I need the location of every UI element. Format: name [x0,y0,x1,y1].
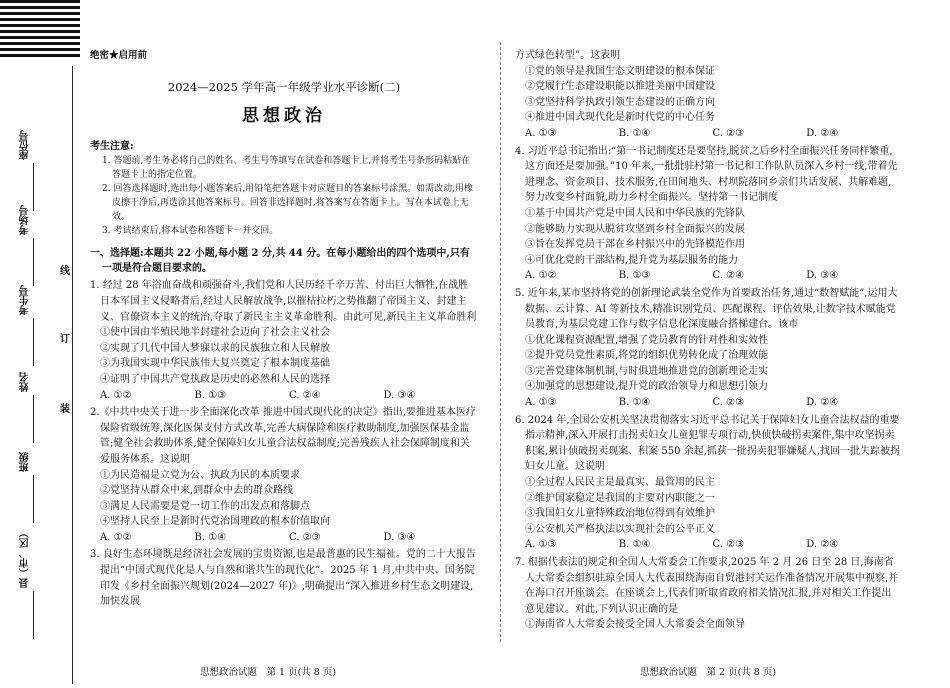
answer-choices [515,126,900,142]
notice-item: 1. 答题前,考生务必将自己的姓名、考生号等填写在试卷和答题卡上,并将考生号条形码粘贴在答题卡上的指定位置。 [102,156,471,181]
notice-heading: 考生注意: [90,140,134,152]
page-1-column [90,48,478,610]
exam-room-field[interactable]: 考场号 [18,205,48,286]
question-4-stem: 4. 习近平总书记指出:“第一书记制度还是要坚持,脱贫之后乡村全面振兴任务同样繁重,这方面还是要加强。”10 年来,一批批驻村第一书记和工作队队员深入乡村一线,带着先进理念、资金项目、技术服务,在田间地头、村坝院落同乡亲们共话发展、共解难题,努力改变乡村面貌,助力乡村全面振兴。坚持第一书记制度 [515,145,898,204]
question-6-stem: 6. 2024 年,全国公安机关坚决贯彻落实习近平总书记关于保障妇女儿童合法权益的重要指示精神,深入开展打击拐卖妇女儿童犯罪专项行动,快侦快破拐卖案件,集中攻坚拐卖积案,累计侦破拐卖现案、积案 550 余起,抓获一批拐卖犯罪嫌疑人,找回一批失踪被拐妇女儿童。这说明 [515,414,900,473]
choice-c[interactable]: C. ②④ [289,389,321,401]
choice-d[interactable]: D. ②④ [806,397,839,409]
choice-c[interactable]: C. ②③ [289,531,321,543]
question-option: ③我国妇女儿童特殊政治地位得到有效维护 [525,508,715,520]
choice-b[interactable]: B. ①④ [194,531,227,543]
question-option: ②党坚持从群众中来,到群众中去的群众路线 [100,485,294,497]
question-option: ④推进中国式现代化是新时代党的中心任务 [525,112,715,124]
candidate-number-field[interactable]: 考生号 [18,285,48,366]
question-option: ④公安机关严格执法以实现社会的公平正义 [525,523,715,535]
answer-choices [515,395,900,411]
question-option: ①优化课程资源配置,增强了党员教育的针对性和实效性 [525,334,769,346]
subject-title: 思想政治 [242,106,326,127]
question-option: ④坚持人民至上是新时代党治国理政的根本价值取向 [100,516,330,528]
choice-b[interactable]: B. ①④ [618,539,651,551]
binding-mark-staple: 订 [60,334,70,345]
choice-b[interactable]: B. ①④ [618,127,651,139]
choice-d[interactable]: D. ②④ [806,127,839,139]
question-option: ③完善党建体制机制,与时俱进地推进党的创新理论走实 [525,365,769,377]
notice-item: 3. 考试结束后,将本试卷和答题卡一并交回。 [102,226,279,237]
question-option: ②能够助力实现从脱贫攻坚到乡村全面振兴的发展 [525,223,745,235]
seat-number-field[interactable]: 座位号 [18,130,48,211]
county-field[interactable]: 县（市、区） [18,528,48,639]
choice-a[interactable]: A. ①② [100,389,132,401]
choice-d[interactable]: D. ③④ [383,531,416,543]
binding-line [72,66,73,684]
answer-choices [515,268,900,284]
choice-b[interactable]: B. ①③ [194,389,227,401]
page-2-footer: 思想政治试题 第 2 页(共 8 页) [640,667,777,678]
class-field[interactable]: 班级 [18,452,48,523]
question-option: ①基于中国共产党是中国人民和中华民族的先锋队 [525,207,745,219]
column-divider [500,42,502,642]
choice-c[interactable]: C. ②③ [712,397,745,409]
question-option: ④加强党的思想建设,提升党的政治领导力和思想引领力 [525,381,769,393]
question-option: ③党坚持科学执政引领生态建设的正确方向 [525,96,715,108]
section-heading: 一、选择题:本题共 22 小题,每小题 2 分,共 44 分。在每小题给出的四个选项中,只有一项是符合题目要求的。 [90,248,470,275]
page-2-column [515,48,900,633]
exam-title: 2024—2025 学年高一年级学业水平诊断(二) [167,79,401,94]
question-option: ④证明了中国共产党执政是历史的必然和人民的选择 [100,373,330,385]
question-option: ②党履行生态建设职能以推进美丽中国建设 [525,81,715,93]
question-option: ③旨在发挥党员干部在乡村振兴中的先锋模范作用 [525,239,745,251]
question-option: ③为我国实现中华民族伟大复兴奠定了根本制度基础 [100,358,330,370]
question-option: ②提升党员党性素质,将党的组织优势转化成了治理效能 [525,350,769,362]
question-3-stem: 3. 良好生态环境既是经济社会发展的宝贵资源,也是最普惠的民生福祉。党的二十大报告提出“中国式现代化是人与自然和谐共生的现代化”。2025 年 1 月,中共中央、国务院印发《乡村全面振兴规划(2024—2027 年)》,明确提出“深入推进乡村生态文明建设,加快发展 [90,549,476,608]
question-option: ②维护国家稳定是我国的主要对内职能之一 [525,492,715,504]
question-5-stem: 5. 近年来,某市坚持将党的创新理论武装全党作为首要政治任务,通过“数智赋能”,运用大数据、云计算、AI 等新技术,精准识别党员、匹配课程、评估效果,让数字技术赋能党员教育,为基层党建工作与数字信息化深度融合搭梯建台。该市 [515,287,898,331]
choice-b[interactable]: B. ①④ [618,397,651,409]
page-1-footer: 思想政治试题 第 1 页(共 8 页) [200,667,337,678]
binding-mark-bind: 装 [60,404,70,415]
choice-d[interactable]: D. ③④ [806,270,839,282]
question-1-stem: 1. 经过 28 年浴血奋战和顽强奋斗,我们党和人民历经千辛万苦、付出巨大牺牲,在战胜日本军国主义侵略者后,经过人民解放战争,以摧枯拉朽之势推翻了帝国主义、封建主义、官僚资本主义的统治,夺取了新民主主义革命胜利。由此可见,新民主主义革命胜利 [90,280,477,323]
choice-c[interactable]: C. ②③ [712,127,745,139]
choice-a[interactable]: A. ①② [525,270,557,282]
secret-label: 绝密★启用前 [90,50,148,61]
question-option: ①海南省人大常委会接受全国人大常委会全面领导 [525,619,745,631]
answer-choices [90,530,478,546]
choice-c[interactable]: C. ②③ [712,539,745,551]
choice-a[interactable]: A. ①② [100,531,132,543]
binding-stripes [0,0,80,64]
choice-d[interactable]: D. ②④ [806,539,839,551]
question-option: ①党的领导是我国生态文明建设的根本保证 [525,65,715,77]
question-7-stem: 7. 根据代表法的规定和全国人大常委会工作要求,2025 年 2 月 26 日至 28 日,海南省人大常委会组织驻琼全国人大代表围绕海南自贸港封关运作准备情况开展集中视察,并在海口召开座谈会。在座谈会上,代表们听取省政府相关情况汇报,并对相关工作提出意见建议。对此,下列认识正确的是 [515,557,899,615]
question-option: ②实现了几代中国人梦寐以求的民族独立和人民解放 [100,342,330,354]
question-2-stem: 2.《中共中央关于进一步全面深化改革 推进中国式现代化的决定》指出,要推进基本医疗保险省级统筹,深化医保支付方式改革,完善大病保险和医疗救助制度,加强医保基金监管;健全社会救助体系,健全保障妇女儿童合法权益制度;完善残疾人社会保障制度和关爱服务体系。这说明 [90,407,476,465]
choice-d[interactable]: D. ③④ [383,389,416,401]
question-option: ①全过程人民民主是最真实、最管用的民主 [525,477,715,489]
question-option: ③满足人民需要是党一切工作的出发点和落脚点 [100,500,310,512]
question-3-continuation: 方式绿色转型”。这表明 [515,50,621,61]
binding-mark-line: 线 [60,266,70,277]
name-field[interactable]: 姓名 [18,372,48,443]
choice-a[interactable]: A. ①③ [525,397,557,409]
notice-item: 2. 回答选择题时,选出每小题答案后,用铅笔把答题卡对应题目的答案标号涂黑。如需改动,用橡皮擦干净后,再选涂其他答案标号。回答非选择题时,将答案写在答题卡上。写在本试卷上无效。 [102,184,474,223]
question-option: ①为民造福是立党为公、执政为民的本质要求 [100,469,300,481]
question-option: ①使中国由半殖民地半封建社会迈向了社会主义社会 [100,327,330,339]
choice-a[interactable]: A. ①③ [525,539,557,551]
answer-choices [90,388,478,404]
choice-a[interactable]: A. ①③ [525,127,557,139]
answer-choices [515,537,900,553]
question-option: ④可优化党的干部结构,提升党为基层服务的能力 [525,254,739,266]
choice-b[interactable]: B. ①③ [618,270,651,282]
choice-c[interactable]: C. ②④ [712,270,745,282]
